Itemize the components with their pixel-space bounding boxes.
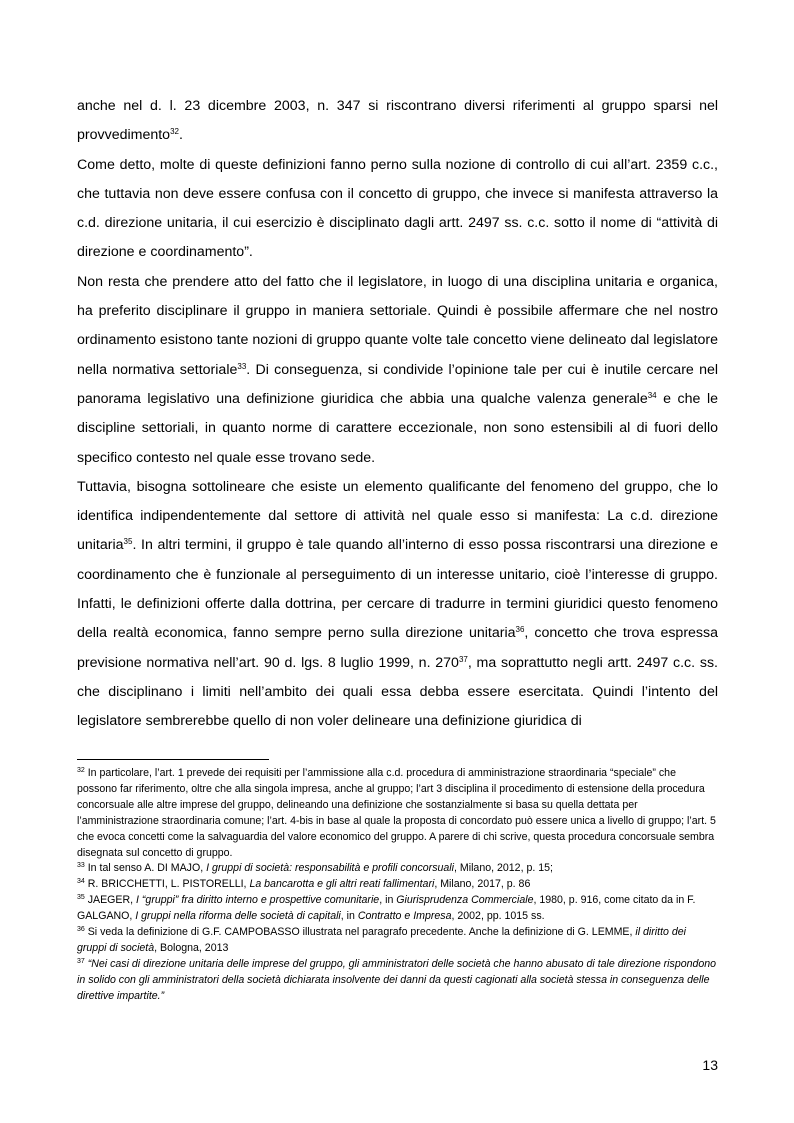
paragraph-4 xyxy=(77,473,718,737)
footnote-ref-36: 36 xyxy=(515,625,525,635)
paragraph-3 xyxy=(77,268,718,473)
page-number: 13 xyxy=(702,1057,718,1073)
footnote-title: La bancarotta e gli altri reati fallimentari xyxy=(249,878,435,891)
footnote-separator xyxy=(77,759,269,760)
footnote-title: Contratto e Impresa xyxy=(357,910,452,923)
footnote-text: R. BRICCHETTI, L. PISTORELLI, xyxy=(84,878,250,891)
paragraph-4-text: Tuttavia, bisogna sottolineare che esiste un elemento qualificante del fenomeno del gruppo, che lo identifica indipendentemente dal settore di attività nel quale esso si manifesta: La c.d. direzione unitaria xyxy=(77,478,718,554)
paragraph-3-text-2: . Di conseguenza, si condivide l’opinione tale per cui è inutile cercare nel panorama legislativo una definizione giuridica che abbia una qualche valenza generale xyxy=(77,361,719,407)
footnote-text: JAEGER, xyxy=(84,894,137,907)
paragraph-1-text: anche nel d. l. 23 dicembre 2003, n. 347 si riscontrano diversi riferimenti al gruppo sparsi nel provvedimento xyxy=(77,98,718,144)
footnote-ref-35: 35 xyxy=(123,537,133,547)
footnote-number: 35 xyxy=(77,894,85,902)
footnote-ref-34: 34 xyxy=(647,390,657,400)
footnote-text: , Milano, 2012, p. 15; xyxy=(454,862,553,875)
footnote-number: 32 xyxy=(77,767,85,774)
paragraph-2-text: Come detto, molte di queste definizioni fanno perno sulla nozione di controllo di cui all’art. 2359 c.c., che tuttavia non deve essere confusa con il concetto di gruppo, che invece si manifesta attraverso la c.d. direzione unitaria, il cui esercizio è disciplinato dagli artt. 2497 ss. c.c. sotto il nome di “attività di direzione e coordinamento”. xyxy=(77,156,718,261)
footnote-text: , in xyxy=(379,894,397,907)
footnote-text: , Bologna, 2013 xyxy=(154,941,229,954)
footnote-number: 34 xyxy=(77,878,85,886)
footnote-35 xyxy=(77,893,718,925)
footnote-quote: “Nei casi di direzione unitaria delle imprese del gruppo, gli amministratori delle società che hanno abusato di tale direzione rispondono in solido con gli amministratori della società dichiarata insolvente dei danni da questi cagionati alla società stessa in conseguenza delle direttive impartite.” xyxy=(77,957,717,1002)
paragraph-4-text-3: , concetto che trova espressa previsione normativa nell’art. 90 d. lgs. 8 luglio 1999, n. 270 xyxy=(77,625,719,671)
footnote-32 xyxy=(77,766,718,861)
footnote-title: I gruppi nella riforma delle società di capitali xyxy=(135,910,341,923)
main-text xyxy=(77,92,718,737)
paragraph-1-text-end: . xyxy=(178,127,183,144)
footnote-number: 37 xyxy=(77,957,85,965)
footnote-title: I gruppi di società: responsabilità e profili concorsuali xyxy=(206,862,455,875)
footnotes xyxy=(77,766,718,1005)
footnote-ref-32: 32 xyxy=(170,127,179,137)
paragraph-3-text: Non resta che prendere atto del fatto che il legislatore, in luogo di una disciplina unitaria e organica, ha preferito disciplinare il gruppo in maniera settoriale. Quindi è possibile affermare che nel nostro ordinamento esistono tante nozioni di gruppo quante volte tale concetto viene delineato dal legislatore nella normativa settoriale xyxy=(77,273,718,378)
footnote-text: In particolare, l’art. 1 prevede dei requisiti per l’ammissione alla c.d. procedura di amministrazione straordinaria “speciale” che possono far riferimento, oltre che alla singola impresa, anche al gruppo; l’art 3 disciplina il procedimento di estensione della procedura concorsuale alle altre imprese del gruppo, delineando una definizione che sostanzialmente si basa su quella dettata per l’amministrazione straordinaria comune; l’art. 4-bis in base al quale la proposta di concordato può essere unica a livello di gruppo; l’art. 5 che evoca concetti come la salvaguardia del valore economico del gruppo. A parere di chi scrive, questa procedura concorsuale sembra disegnata sul concetto di gruppo. xyxy=(77,767,716,859)
footnote-33 xyxy=(77,861,718,877)
footnote-36 xyxy=(77,925,718,957)
footnote-text: , 1980, p. 916, come citato da in F. GALGANO, xyxy=(77,894,696,923)
footnote-title: Giurisprudenza Commerciale xyxy=(396,894,534,907)
paragraph-1 xyxy=(77,92,718,151)
paragraph-4-text-2: . In altri termini, il gruppo è tale quando all’interno di esso possa riscontrarsi una direzione e coordinamento che è funzionale al perseguimento di un interesse unitario, cioè l’interesse di gruppo. Infatti, le definizioni offerte dalla dottrina, per cercare di tradurre in termini giuridici questo fenomeno della realtà economica, fanno sempre perno sulla direzione unitaria xyxy=(77,537,718,642)
footnote-text: , Milano, 2017, p. 86 xyxy=(434,878,531,891)
footnote-text: , 2002, pp. 1015 ss. xyxy=(451,910,545,923)
footnote-text: In tal senso A. DI MAJO, xyxy=(84,862,207,875)
footnote-number: 33 xyxy=(77,862,85,870)
footnote-title: I “gruppi” fra diritto interno e prospettive comunitarie xyxy=(136,894,380,907)
footnote-title: il diritto dei gruppi di società xyxy=(77,926,687,954)
footnote-34 xyxy=(77,877,718,893)
footnote-ref-37: 37 xyxy=(458,654,468,664)
footnote-number: 36 xyxy=(77,926,85,934)
paragraph-2 xyxy=(77,151,718,268)
footnote-ref-33: 33 xyxy=(237,361,247,371)
footnote-text: Si veda la definizione di G.F. CAMPOBASSO illustrata nel paragrafo precedente. Anche la definizione di G. LEMME, xyxy=(84,926,636,939)
footnote-text: , in xyxy=(340,910,358,923)
footnote-37 xyxy=(77,957,718,1005)
paragraph-4-text-4: , ma soprattutto negli artt. 2497 c.c. ss. che disciplinano i limiti nell’ambito dei quali essa debba essere esercitata. Quindi l’intento del legislatore sembrerebbe quello di non voler delineare una definizione giuridica di xyxy=(77,654,718,730)
paragraph-3-text-3: e che le discipline settoriali, in quanto norme di carattere eccezionale, non sono estensibili al di fuori dello specifico contesto nel quale esse trovano sede. xyxy=(77,390,718,466)
